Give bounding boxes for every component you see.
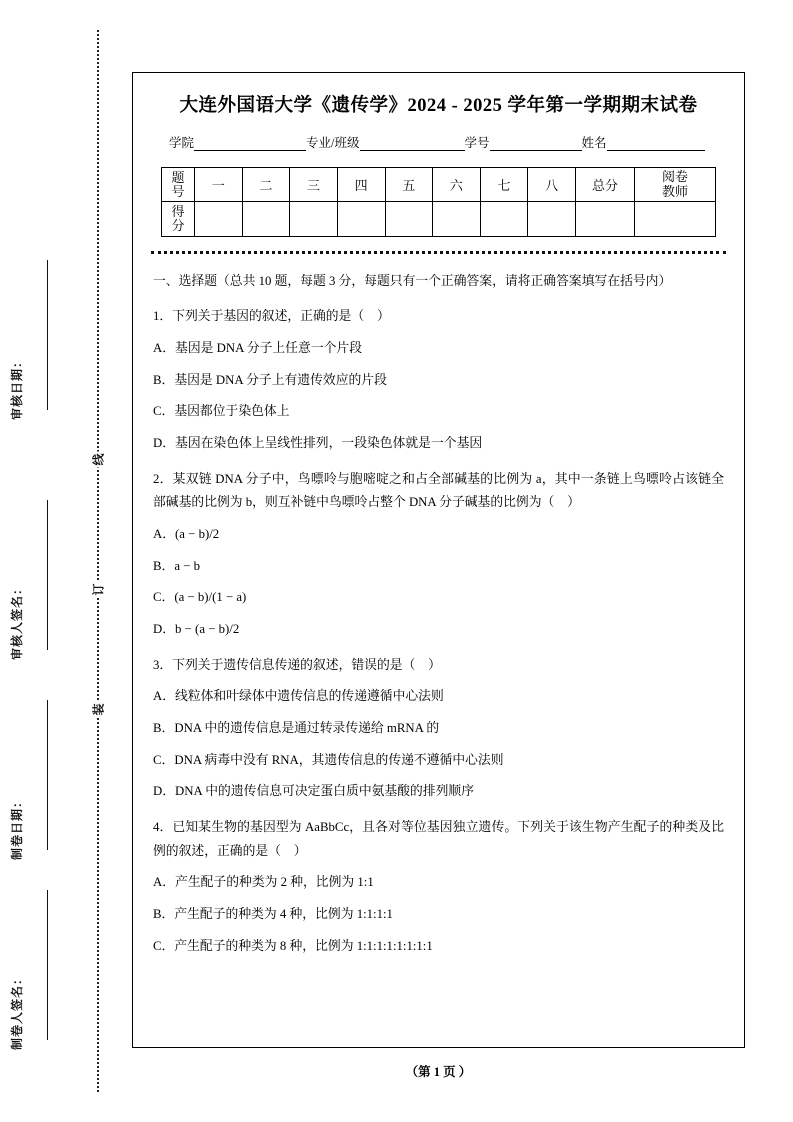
col-head-5: 五 [385, 168, 433, 202]
score-cell-5[interactable] [385, 202, 433, 236]
field-name [582, 133, 705, 151]
score-cell-3[interactable] [290, 202, 338, 236]
margin-note-rule-2 [47, 500, 48, 650]
stub-char-2: 号 [171, 183, 185, 199]
dotted-separator [151, 251, 726, 254]
left-binding-margin [0, 0, 132, 1122]
col-head-2: 二 [242, 168, 290, 202]
margin-note-rule-1 [47, 260, 48, 410]
score-cell-2[interactable] [242, 202, 290, 236]
col-head-1: 一 [195, 168, 243, 202]
col-head-8: 八 [528, 168, 576, 202]
question-1-option-4[interactable]: D．基因在染色体上呈线性排列，一段染色体就是一个基因 [153, 435, 483, 450]
margin-note-1: 审核日期： [10, 354, 24, 420]
stub-score-text [162, 205, 194, 232]
stub-question-number-text [162, 171, 194, 198]
fold-mark-1: 线 [87, 452, 110, 468]
field-college [169, 133, 306, 151]
stub-score-char-1: 得 [171, 204, 185, 220]
fold-dotted-line [97, 30, 99, 1092]
page-footer: （第 1 页 ） [405, 1065, 472, 1079]
score-table-wrap [161, 167, 716, 237]
teacher-label-line-1: 阅卷 [661, 169, 688, 185]
stub-char-1: 题 [171, 170, 185, 185]
score-cell-4[interactable] [337, 202, 385, 236]
question-list [153, 305, 724, 958]
col-head-6: 六 [433, 168, 481, 202]
question-2-option-4[interactable]: D．b − (a − b)/2 [153, 621, 240, 636]
col-head-teacher [635, 168, 716, 202]
col-head-total: 总分 [576, 168, 635, 202]
margin-note-4: 制卷人签名： [10, 971, 24, 1050]
field-student-id-label: 学号 [464, 136, 490, 150]
field-college-label: 学院 [169, 136, 195, 150]
score-cell-teacher[interactable] [635, 202, 716, 236]
score-table [161, 167, 716, 237]
question-stem-3: 3．下列关于遗传信息传递的叙述，错误的是（ ） [153, 657, 441, 672]
field-student-id-input[interactable] [490, 137, 582, 151]
question-3-option-4[interactable]: D．DNA 中的遗传信息可决定蛋白质中氨基酸的排列顺序 [153, 784, 474, 799]
margin-note-2: 审核人签名： [10, 581, 24, 660]
question-4-option-2[interactable]: B．产生配子的种类为 4 种，比例为 1:1:1:1 [153, 907, 393, 921]
question-3-option-1[interactable]: A．线粒体和叶绿体中遗传信息的传递遵循中心法则 [153, 689, 444, 704]
table-row-question-numbers [162, 168, 716, 202]
score-cell-6[interactable] [433, 202, 481, 236]
question-1-option-1[interactable]: A．基因是 DNA 分子上任意一个片段 [153, 340, 363, 355]
field-major-class-label: 专业/班级 [306, 136, 360, 150]
question-3-option-2[interactable]: B．DNA 中的遗传信息是通过转录传递给 mRNA 的 [153, 720, 440, 735]
stub-score [162, 202, 195, 236]
field-major-class-input[interactable] [360, 137, 465, 151]
score-cell-1[interactable] [195, 202, 243, 236]
section-heading: 一、选择题（总共 10 题，每题 3 分，每题只有一个正确答案，请将正确答案填写在括号内） [153, 273, 672, 288]
stub-score-char-2: 分 [171, 217, 185, 233]
identity-fields-row [147, 133, 730, 151]
score-cell-total[interactable] [576, 202, 635, 236]
score-cell-7[interactable] [480, 202, 528, 236]
field-student-id [465, 133, 582, 151]
question-stem-4: 4．已知某生物的基因型为 AaBbCc，且各对等位基因独立遗传。下列关于该生物产生配子的种类及比例的叙述，正确的是（ ） [153, 819, 724, 858]
table-row-scores [162, 202, 716, 236]
question-1-option-2[interactable]: B．基因是 DNA 分子上有遗传效应的片段 [153, 372, 387, 387]
question-body [153, 270, 724, 959]
page-title: 大连外国语大学《遗传学》2024 - 2025 学年第一学期期末试卷 [179, 96, 698, 116]
question-stem-1: 1．下列关于基因的叙述，正确的是（ ） [153, 309, 390, 324]
score-cell-8[interactable] [528, 202, 576, 236]
field-college-input[interactable] [194, 137, 306, 151]
fold-mark-2: 订 [87, 582, 110, 598]
question-3-option-3[interactable]: C．DNA 病毒中没有 RNA，其遗传信息的传递不遵循中心法则 [153, 752, 504, 767]
margin-note-rule-4 [47, 890, 48, 1040]
field-name-label: 姓名 [581, 136, 607, 150]
question-2-option-2[interactable]: B．a − b [153, 558, 201, 573]
exam-sheet [132, 72, 745, 1048]
col-head-3: 三 [290, 168, 338, 202]
question-2-option-1[interactable]: A．(a − b)/2 [153, 526, 220, 541]
margin-note-rule-3 [47, 700, 48, 850]
margin-note-3: 制卷日期： [10, 794, 24, 860]
question-2-option-3[interactable]: C．(a − b)/(1 − a) [153, 590, 247, 605]
col-head-4: 四 [337, 168, 385, 202]
question-stem-2: 2．某双链 DNA 分子中，鸟嘌呤与胞嘧啶之和占全部碱基的比例为 a，其中一条链上鸟嘌呤占该链全部碱基的比例为 b，则互补链中鸟嘌呤占整个 DNA 分子碱基的比例为（ ） [153, 471, 724, 510]
question-4-option-3[interactable]: C．产生配子的种类为 8 种，比例为 1:1:1:1:1:1:1:1 [153, 938, 433, 953]
col-head-7: 七 [480, 168, 528, 202]
fold-mark-3: 装 [87, 702, 110, 718]
field-major-class [306, 133, 464, 151]
teacher-label-line-2: 教师 [661, 183, 688, 199]
field-name-input[interactable] [607, 137, 705, 151]
question-1-option-3[interactable]: C．基因都位于染色体上 [153, 404, 290, 419]
question-4-option-1[interactable]: A．产生配子的种类为 2 种，比例为 1:1 [153, 875, 374, 890]
stub-question-number [162, 168, 195, 202]
